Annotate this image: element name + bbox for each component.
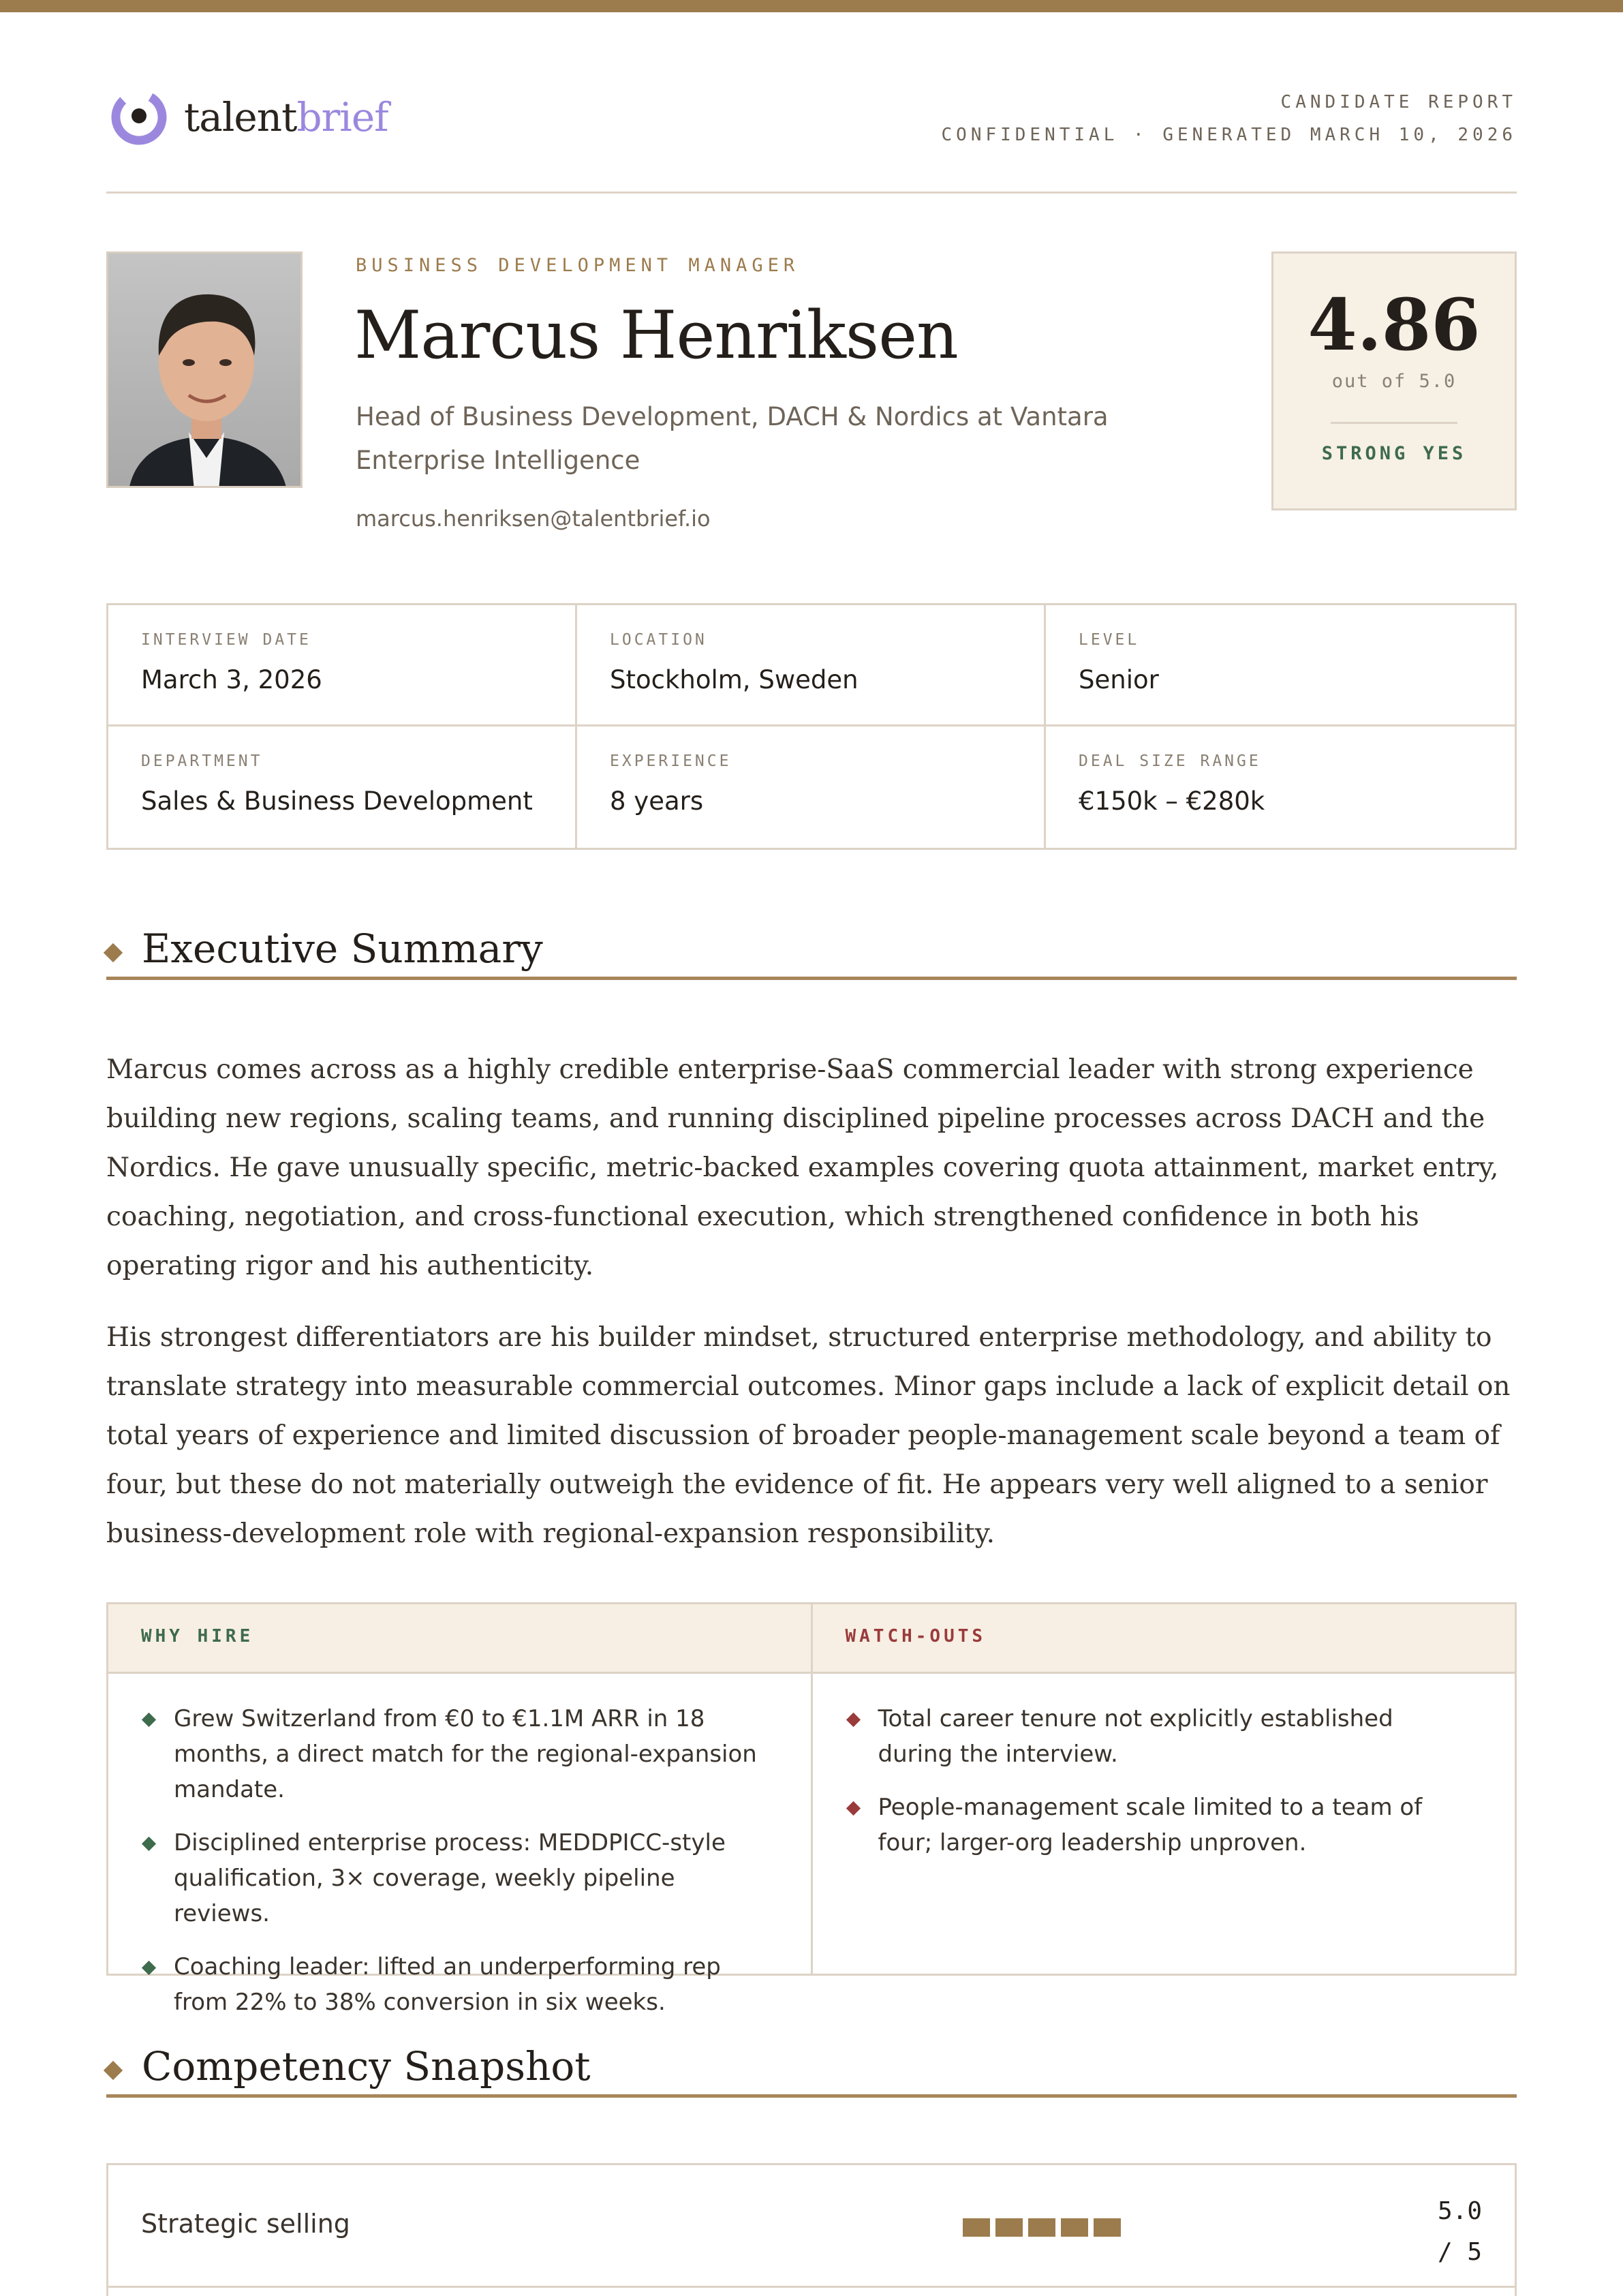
hire-assessment-panel: [106, 1602, 1517, 2016]
competency-score-value: 5.0: [1437, 2197, 1482, 2225]
competency-score: [1438, 2191, 1482, 2273]
candidate-name: Marcus Henriksen: [354, 297, 958, 373]
why-hire-column: [108, 1604, 811, 2016]
rating-pip: [995, 2218, 1023, 2237]
detail-department: [108, 726, 577, 848]
detail-value: March 3, 2026: [141, 665, 322, 694]
list-item-text: Coaching leader: lifted an underperforming rep from 22% to 38% conversion in six weeks.: [174, 1953, 721, 2016]
score-divider: [1331, 422, 1457, 424]
detail-value: Senior: [1079, 665, 1159, 694]
list-item-text: Disciplined enterprise process: MEDDPICC-style qualification, 3× coverage, weekly pipeline reviews.: [174, 1829, 726, 1927]
top-accent-bar: [0, 0, 1623, 12]
section-diamond-icon: [104, 2061, 123, 2080]
candidate-current-title: Head of Business Development, DACH & Nordics at Vantara Enterprise Intelligence: [356, 402, 1109, 475]
detail-level: [1046, 605, 1515, 726]
overall-score-card: [1271, 251, 1517, 510]
section-title: Executive Summary: [142, 925, 543, 972]
rating-pip: [1028, 2218, 1055, 2237]
watch-outs-list: [813, 1674, 1515, 1861]
diamond-bullet-icon: [142, 1961, 156, 1975]
list-item: [846, 1790, 1474, 1861]
candidate-photo: [106, 251, 303, 488]
diamond-bullet-icon: [142, 1713, 156, 1727]
score-scale: out of 5.0: [1331, 371, 1457, 392]
brand-name-part1: talent: [184, 94, 297, 140]
diamond-bullet-icon: [846, 1801, 860, 1816]
detail-label: INTERVIEW DATE: [141, 631, 311, 649]
candidate-details-grid: [106, 603, 1517, 850]
diamond-bullet-icon: [846, 1713, 860, 1727]
brand-name-part2: brief: [296, 94, 388, 140]
detail-label: DEPARTMENT: [141, 752, 263, 770]
logo-icon: [110, 89, 168, 146]
candidate-role: BUSINESS DEVELOPMENT MANAGER: [356, 255, 800, 276]
rating-pip: [1094, 2218, 1121, 2237]
report-meta: [942, 86, 1517, 151]
competency-row: [108, 2165, 1515, 2288]
competency-name: Strategic selling: [141, 2209, 350, 2239]
watch-outs-column: [811, 1604, 1515, 1974]
diamond-bullet-icon: [142, 1837, 156, 1851]
section-title: Competency Snapshot: [142, 2043, 591, 2090]
detail-value: €150k – €280k: [1079, 786, 1265, 816]
list-item: [141, 1949, 770, 2020]
detail-label: EXPERIENCE: [610, 752, 732, 770]
brand-name: [184, 94, 388, 140]
competency-score-max: / 5: [1437, 2238, 1482, 2266]
report-generated: CONFIDENTIAL · GENERATED MARCH 10, 2026: [941, 125, 1517, 145]
portrait-icon: [108, 254, 303, 488]
report-header: [106, 82, 1517, 194]
overall-score: 4.86: [1308, 283, 1481, 367]
competency-snapshot-header: [106, 2043, 1517, 2098]
summary-paragraph-2: His strongest differentiators are his builder mindset, structured enterprise methodology, and ability to translate strategy into measurable commercial outcomes. Minor gaps include a lack of explicit detail on total years of experience and limited discussion of broader people-management scale beyond a team of four, but these do not materially outweigh the evidence of fit. He appears very well aligned to a senior business-development role with regional-expansion responsibility.: [106, 1322, 1511, 1549]
brand-logo: [110, 89, 388, 146]
hire-verdict: STRONG YES: [1321, 443, 1467, 464]
detail-location: [577, 605, 1046, 726]
detail-value: Stockholm, Sweden: [610, 665, 859, 694]
watch-outs-label: WATCH-OUTS: [813, 1604, 1515, 1674]
report-type: CANDIDATE REPORT: [1280, 92, 1517, 112]
list-item-text: People-management scale limited to a team of four; larger-org leadership unproven.: [878, 1794, 1423, 1856]
rating-pip: [1061, 2218, 1088, 2237]
detail-experience: [577, 726, 1046, 848]
section-diamond-icon: [104, 943, 123, 962]
detail-label: LEVEL: [1079, 631, 1140, 649]
list-item-text: Total career tenure not explicitly established during the interview.: [878, 1705, 1393, 1768]
summary-paragraph-1: Marcus comes across as a highly credible enterprise-SaaS commercial leader with strong experience building new regions, scaling teams, and running disciplined pipeline processes across DACH and the Nordics. He gave unusually specific, metric-backed examples covering quota attainment, market entry, coaching, negotiation, and cross-functional execution, which strengthened confidence in both his operating rigor and his authenticity.: [106, 1054, 1499, 1281]
detail-deal-size: [1046, 726, 1515, 848]
rating-pip: [963, 2218, 990, 2237]
why-hire-list: [108, 1674, 811, 2020]
list-item: [141, 1825, 770, 1931]
detail-label: LOCATION: [610, 631, 707, 649]
competency-rating-bar: [963, 2218, 1121, 2237]
detail-interview-date: [108, 605, 577, 726]
list-item-text: Grew Switzerland from €0 to €1.1M ARR in 18 months, a direct match for the regional-expansion mandate.: [174, 1705, 757, 1803]
detail-label: DEAL SIZE RANGE: [1079, 752, 1261, 770]
detail-value: 8 years: [610, 786, 704, 816]
why-hire-label: WHY HIRE: [108, 1604, 811, 1674]
candidate-email[interactable]: marcus.henriksen@talentbrief.io: [356, 506, 711, 532]
executive-summary-header: [106, 925, 1517, 980]
competency-table: [106, 2163, 1517, 2296]
detail-value: Sales & Business Development: [141, 786, 533, 816]
list-item: [141, 1701, 770, 1807]
list-item: [846, 1701, 1474, 1772]
